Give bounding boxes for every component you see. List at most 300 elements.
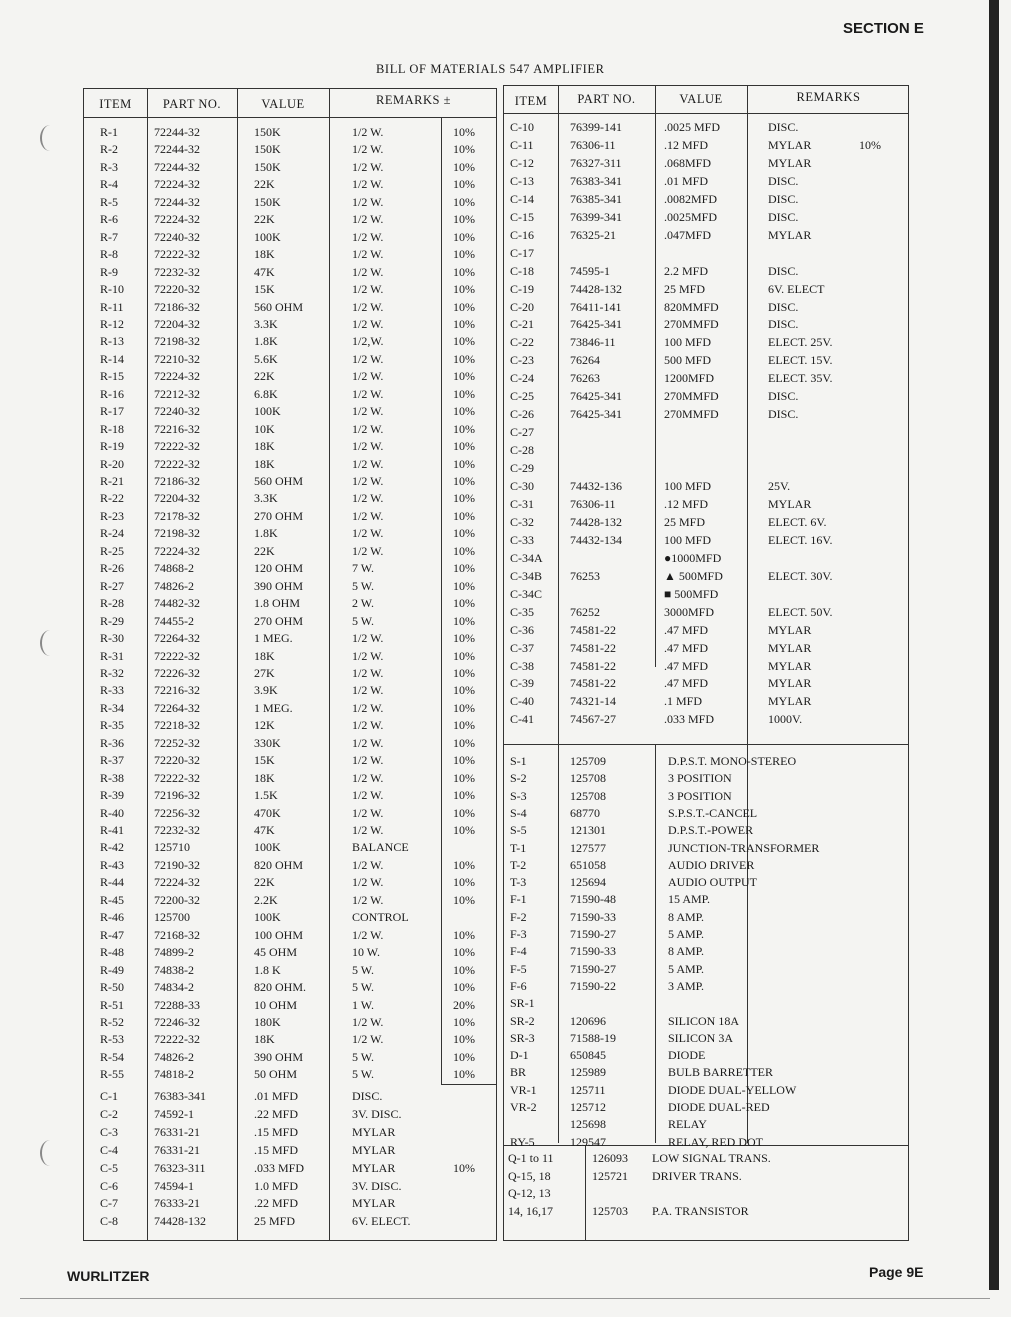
item-cell: R-31 xyxy=(100,648,124,663)
item-cell: C-31 xyxy=(510,496,534,511)
value-cell: 100 OHM xyxy=(254,927,304,942)
right-header-remarks: REMARKS xyxy=(796,90,861,104)
item-cell: C-26 xyxy=(510,407,534,422)
part-cell: 71590-27 xyxy=(570,927,616,941)
part-cell: 72218-32 xyxy=(154,718,200,733)
value-cell: 820 OHM. xyxy=(254,980,307,995)
part-cell: 74432-134 xyxy=(570,532,622,547)
part-cell: 74899-2 xyxy=(154,945,194,960)
remarks-cell: DISC. xyxy=(352,1089,383,1103)
tolerance-cell: 10% xyxy=(453,1049,475,1064)
tolerance-cell: 10% xyxy=(453,857,475,872)
item-cell: C-36 xyxy=(510,622,534,637)
part-cell: 74595-1 xyxy=(570,263,610,278)
value-cell: D.P.S.T. MONO-STEREO xyxy=(668,754,797,768)
value-cell: 270 OHM xyxy=(254,508,304,523)
item-cell: R-50 xyxy=(100,980,124,995)
remarks-cell: 1 W. xyxy=(352,997,375,1012)
part-cell: 74567-27 xyxy=(570,712,616,727)
part-cell: 71590-33 xyxy=(570,944,616,959)
part-cell: 74826-2 xyxy=(154,1049,194,1064)
part-cell: 72224-32 xyxy=(154,177,200,192)
item-cell: C-33 xyxy=(510,532,534,547)
value-cell: 100K xyxy=(254,910,281,925)
tolerance-cell: 10% xyxy=(453,474,475,488)
part-cell: 72244-32 xyxy=(154,194,200,209)
value-cell: ■ 500MFD xyxy=(664,586,719,601)
part-cell: 72168-32 xyxy=(154,927,200,942)
item-cell: BR xyxy=(510,1065,527,1080)
tolerance-cell: 10% xyxy=(453,526,475,541)
part-cell: 76411-141 xyxy=(570,299,622,314)
item-cell: RY-5 xyxy=(510,1134,535,1149)
part-cell: 76252 xyxy=(570,604,600,619)
tolerance-cell: 10% xyxy=(453,735,475,750)
remarks-cell: 1/2 W. xyxy=(352,316,384,331)
remarks-cell: DISC. xyxy=(768,389,799,404)
item-cell: R-44 xyxy=(100,875,124,890)
tolerance-cell: 10% xyxy=(453,299,475,314)
item-cell: R-26 xyxy=(100,561,124,576)
part-cell: 72232-32 xyxy=(154,823,200,837)
value-cell: 8 AMP. xyxy=(668,909,705,924)
part-cell: 74594-1 xyxy=(154,1178,194,1193)
value-cell: .12 MFD xyxy=(664,137,709,152)
item-cell: C-21 xyxy=(510,317,534,332)
remarks-cell: ELECT. 6V. xyxy=(768,514,827,529)
item-cell: R-9 xyxy=(100,264,118,279)
item-cell: C-24 xyxy=(510,371,534,386)
section-label: SECTION E xyxy=(843,20,924,37)
part-cell: 125708 xyxy=(570,771,606,786)
item-cell: C-17 xyxy=(510,245,534,260)
item-cell: C-30 xyxy=(510,479,534,493)
value-cell: 25 MFD xyxy=(664,281,706,296)
remarks-cell: 1/2 W. xyxy=(352,788,384,803)
part-cell: 72224-32 xyxy=(154,369,200,384)
remarks-cell: MYLAR xyxy=(352,1160,396,1175)
remarks-cell: DISC. xyxy=(768,407,799,422)
remarks-cell: DISC. xyxy=(768,191,799,206)
part-cell: 76333-21 xyxy=(154,1196,200,1211)
tolerance-cell: 10% xyxy=(453,578,475,593)
value-cell: 3.3K xyxy=(254,491,278,506)
value-cell: LOW SIGNAL TRANS. xyxy=(652,1151,771,1165)
part-cell: 125698 xyxy=(570,1117,606,1132)
part-cell: 72190-32 xyxy=(154,857,200,872)
right-header-value: VALUE xyxy=(679,92,723,106)
value-cell: P.A. TRANSISTOR xyxy=(652,1203,749,1218)
value-cell: 15 AMP. xyxy=(668,892,711,907)
value-cell: 10K xyxy=(254,421,275,436)
item-cell: C-18 xyxy=(510,263,534,278)
remarks-cell: MYLAR xyxy=(768,137,812,152)
remarks-cell: 1/2 W. xyxy=(352,247,384,262)
part-cell: 74868-2 xyxy=(154,561,194,576)
remarks-cell: 6V. ELECT xyxy=(768,281,825,296)
remarks-cell: 1/2 W. xyxy=(352,1014,384,1029)
right-parts-table xyxy=(503,85,909,1241)
tolerance-cell: 10% xyxy=(453,805,475,820)
part-cell: 76253 xyxy=(570,568,600,583)
part-cell: 76383-341 xyxy=(154,1089,206,1103)
value-cell: .47 MFD xyxy=(664,622,709,637)
item-cell: Q-1 to 11 xyxy=(508,1151,554,1165)
tolerance-cell: 10% xyxy=(453,194,475,209)
remarks-cell: 1/2 W. xyxy=(352,927,384,942)
part-cell: 76383-341 xyxy=(570,173,622,188)
item-cell: R-27 xyxy=(100,578,124,593)
item-cell: S-3 xyxy=(510,788,527,803)
part-cell: 650845 xyxy=(570,1048,606,1063)
value-cell: 1.5K xyxy=(254,788,278,803)
value-cell: 18K xyxy=(254,648,275,663)
item-cell: R-10 xyxy=(100,282,124,297)
value-cell: 5 AMP. xyxy=(668,961,705,976)
part-cell: 72264-32 xyxy=(154,700,200,715)
part-cell: 72224-32 xyxy=(154,543,200,558)
part-cell: 74581-22 xyxy=(570,658,616,673)
remarks-cell: 1/2 W. xyxy=(352,212,384,227)
part-cell: 72244-32 xyxy=(154,142,200,157)
item-cell: R-47 xyxy=(100,927,124,942)
value-cell: 18K xyxy=(254,1032,275,1047)
item-cell: R-12 xyxy=(100,316,124,331)
page-number: Page 9E xyxy=(869,1264,924,1280)
remarks-cell: MYLAR xyxy=(768,155,812,170)
punch-hole-top xyxy=(40,125,60,151)
item-cell: C-34B xyxy=(510,568,543,583)
value-cell: 22K xyxy=(254,543,275,558)
remarks-cell: 1/2 W. xyxy=(352,456,384,471)
remarks-cell: 1/2 W. xyxy=(352,718,384,733)
part-cell: 74482-32 xyxy=(154,596,200,611)
remarks-cell: DISC. xyxy=(768,209,799,224)
value-cell: 27K xyxy=(254,665,275,680)
value-cell: 47K xyxy=(254,823,275,837)
value-cell: SILICON 18A xyxy=(668,1013,739,1028)
part-cell: 125989 xyxy=(570,1065,606,1080)
part-cell: 74428-132 xyxy=(154,1214,206,1229)
value-cell: DIODE xyxy=(668,1048,706,1063)
tolerance-cell: 10% xyxy=(453,962,475,977)
value-cell: 45 OHM xyxy=(254,945,298,960)
value-cell: .0025 MFD xyxy=(664,120,721,134)
item-cell: C-19 xyxy=(510,281,534,296)
item-cell: C-40 xyxy=(510,694,534,709)
item-cell: R-15 xyxy=(100,369,124,384)
item-cell: SR-3 xyxy=(510,1030,535,1045)
part-cell: 74581-22 xyxy=(570,622,616,637)
item-cell: R-38 xyxy=(100,770,124,785)
item-cell: C-1 xyxy=(100,1089,118,1103)
value-cell: 560 OHM xyxy=(254,474,304,488)
item-cell: R-49 xyxy=(100,962,124,977)
item-cell: R-18 xyxy=(100,421,124,436)
value-cell: 47K xyxy=(254,264,275,279)
item-cell: C-2 xyxy=(100,1106,118,1121)
item-cell: C-34A xyxy=(510,550,543,565)
item-cell: C-39 xyxy=(510,676,534,691)
part-cell: 72288-33 xyxy=(154,997,200,1012)
item-cell: R-37 xyxy=(100,753,124,768)
part-cell: 72220-32 xyxy=(154,282,200,297)
remarks-cell: 1/2 W. xyxy=(352,700,384,715)
part-cell: 72222-32 xyxy=(154,770,200,785)
remarks-cell: 5 W. xyxy=(352,980,375,995)
item-cell: R-25 xyxy=(100,543,124,558)
value-cell: 150K xyxy=(254,125,281,139)
tolerance-cell: 10% xyxy=(453,421,475,436)
tolerance-cell: 10% xyxy=(453,980,475,995)
item-cell: C-27 xyxy=(510,425,534,440)
remarks-cell: 7 W. xyxy=(352,561,375,576)
item-cell: R-28 xyxy=(100,596,124,611)
value-cell: 820 OHM xyxy=(254,857,304,872)
value-cell: .01 MFD xyxy=(254,1089,299,1103)
part-cell: 76331-21 xyxy=(154,1124,200,1139)
value-cell: 180K xyxy=(254,1014,281,1029)
part-cell: 76399-341 xyxy=(570,209,622,224)
value-cell: 2.2 MFD xyxy=(664,263,709,278)
item-cell: R-36 xyxy=(100,735,124,750)
tolerance-cell: 10% xyxy=(453,631,475,646)
item-cell: R-4 xyxy=(100,177,118,192)
value-cell: 560 OHM xyxy=(254,299,304,314)
value-cell: AUDIO OUTPUT xyxy=(668,875,757,890)
value-cell: .47 MFD xyxy=(664,676,709,691)
remarks-cell: ELECT. 30V. xyxy=(768,568,833,583)
part-cell: 74818-2 xyxy=(154,1067,194,1082)
part-cell: 72256-32 xyxy=(154,805,200,820)
tolerance-cell: 10% xyxy=(453,892,475,907)
tolerance-cell: 10% xyxy=(453,613,475,628)
remarks-cell: MYLAR xyxy=(768,694,812,709)
tolerance-cell: 10% xyxy=(453,491,475,506)
item-cell: R-54 xyxy=(100,1049,124,1064)
tolerance-cell: 10% xyxy=(453,945,475,960)
item-cell: C-38 xyxy=(510,658,534,673)
remarks-cell: MYLAR xyxy=(768,676,812,691)
item-cell: R-22 xyxy=(100,491,124,506)
item-cell: R-48 xyxy=(100,945,124,960)
value-cell: .15 MFD xyxy=(254,1142,299,1157)
left-header-item: ITEM xyxy=(99,97,132,111)
tolerance-cell: 10% xyxy=(859,137,881,152)
value-cell: 15K xyxy=(254,753,275,768)
value-cell: 6.8K xyxy=(254,386,278,401)
remarks-cell: 6V. ELECT. xyxy=(352,1214,411,1229)
value-cell: .01 MFD xyxy=(664,173,709,188)
remarks-cell: 25V. xyxy=(768,479,791,493)
part-cell: 72204-32 xyxy=(154,491,200,506)
item-cell: R-21 xyxy=(100,474,124,488)
value-cell: 100K xyxy=(254,404,281,419)
remarks-cell: 1/2 W. xyxy=(352,770,384,785)
remarks-cell: DISC. xyxy=(768,317,799,332)
value-cell: DIODE DUAL-YELLOW xyxy=(668,1082,797,1097)
item-cell: C-12 xyxy=(510,155,534,170)
remarks-cell: MYLAR xyxy=(768,622,812,637)
part-cell: 74428-132 xyxy=(570,281,622,296)
value-cell: 270 OHM xyxy=(254,613,304,628)
tolerance-cell: 10% xyxy=(453,596,475,611)
value-cell: .0082MFD xyxy=(664,191,718,206)
item-cell: T-3 xyxy=(510,875,527,890)
remarks-cell: 1/2 W. xyxy=(352,404,384,419)
value-cell: 3000MFD xyxy=(664,604,715,619)
item-cell: D-1 xyxy=(510,1048,529,1063)
remarks-cell: 1/2 W. xyxy=(352,125,384,139)
value-cell: 1200MFD xyxy=(664,371,715,386)
remarks-cell: 1/2 W. xyxy=(352,753,384,768)
part-cell: 72204-32 xyxy=(154,316,200,331)
part-cell: 73846-11 xyxy=(570,335,616,350)
page-title: BILL OF MATERIALS 547 AMPLIFIER xyxy=(376,62,605,76)
left-header-part: PART NO. xyxy=(162,97,222,111)
value-cell: 18K xyxy=(254,439,275,454)
item-cell: VR-2 xyxy=(510,1100,537,1114)
part-cell: 125694 xyxy=(570,875,606,890)
value-cell: 100K xyxy=(254,229,281,244)
value-cell: 15K xyxy=(254,282,275,297)
part-cell: 72198-32 xyxy=(154,526,200,541)
value-cell: 390 OHM xyxy=(254,1049,304,1064)
part-cell: 76425-341 xyxy=(570,317,622,332)
value-cell: .47 MFD xyxy=(664,658,709,673)
value-cell: 18K xyxy=(254,770,275,785)
remarks-cell: 1/2 W. xyxy=(352,683,384,698)
remarks-cell: ELECT. 25V. xyxy=(768,335,833,350)
left-header-remarks: REMARKS ± xyxy=(376,93,451,107)
remarks-cell: 5 W. xyxy=(352,613,375,628)
item-cell: T-1 xyxy=(510,840,527,855)
remarks-cell: 1/2 W. xyxy=(352,177,384,192)
remarks-cell: 1/2 W. xyxy=(352,857,384,872)
remarks-cell: 1/2 W. xyxy=(352,526,384,541)
item-cell: C-4 xyxy=(100,1142,118,1157)
part-cell: 72244-32 xyxy=(154,125,200,139)
remarks-cell: 5 W. xyxy=(352,578,375,593)
remarks-cell: MYLAR xyxy=(352,1196,396,1211)
part-cell: 125711 xyxy=(570,1082,606,1097)
item-cell: R-16 xyxy=(100,386,124,401)
part-cell: 125708 xyxy=(570,788,606,803)
remarks-cell: DISC. xyxy=(768,299,799,314)
part-cell: 72222-32 xyxy=(154,456,200,471)
remarks-cell: 1/2 W. xyxy=(352,142,384,157)
value-cell: 1.8 OHM xyxy=(254,596,301,611)
tolerance-cell: 10% xyxy=(453,508,475,523)
remarks-cell: 5 W. xyxy=(352,1049,375,1064)
tolerance-cell: 10% xyxy=(453,159,475,174)
value-cell: 22K xyxy=(254,177,275,192)
item-cell: R-41 xyxy=(100,823,124,837)
value-cell: 120 OHM xyxy=(254,561,304,576)
remarks-cell: 1/2 W. xyxy=(352,299,384,314)
item-cell: C-29 xyxy=(510,461,534,476)
item-cell: F-4 xyxy=(510,944,527,959)
tolerance-cell: 10% xyxy=(453,456,475,471)
item-cell: C-23 xyxy=(510,353,534,368)
item-cell: C-32 xyxy=(510,514,534,529)
item-cell: C-28 xyxy=(510,443,534,458)
item-cell: C-11 xyxy=(510,137,534,152)
item-cell: R-14 xyxy=(100,351,124,366)
part-cell: 72226-32 xyxy=(154,665,200,680)
value-cell: .15 MFD xyxy=(254,1124,299,1139)
value-cell: AUDIO DRIVER xyxy=(668,857,755,872)
part-cell: 125700 xyxy=(154,910,190,925)
remarks-cell: 1/2 W. xyxy=(352,229,384,244)
item-cell: F-5 xyxy=(510,961,527,976)
value-cell: 270MMFD xyxy=(664,317,719,332)
value-cell: 150K xyxy=(254,194,281,209)
item-cell: R-7 xyxy=(100,229,118,244)
part-cell: 72240-32 xyxy=(154,229,200,244)
item-cell: R-53 xyxy=(100,1032,124,1047)
part-cell: 76306-11 xyxy=(570,496,616,511)
part-cell: 71590-48 xyxy=(570,892,616,907)
part-cell: 76325-21 xyxy=(570,227,616,242)
item-cell: S-5 xyxy=(510,823,527,838)
part-cell: 72222-32 xyxy=(154,648,200,663)
item-cell: R-40 xyxy=(100,805,124,820)
value-cell: 1 MEG. xyxy=(254,700,293,715)
item-cell: C-37 xyxy=(510,640,534,655)
item-cell: R-39 xyxy=(100,788,124,803)
remarks-cell: 1/2 W. xyxy=(352,159,384,174)
item-cell: R-24 xyxy=(100,526,124,541)
value-cell: 3 POSITION xyxy=(668,788,732,803)
tolerance-cell: 20% xyxy=(453,997,475,1012)
left-header-value: VALUE xyxy=(261,97,305,111)
remarks-cell: MYLAR xyxy=(768,227,812,242)
item-cell: S-1 xyxy=(510,754,527,768)
part-cell: 76399-141 xyxy=(570,120,622,134)
value-cell: .22 MFD xyxy=(254,1106,299,1121)
value-cell: 1.8 K xyxy=(254,962,281,977)
part-cell: 126093 xyxy=(592,1151,628,1165)
value-cell: JUNCTION-TRANSFORMER xyxy=(668,840,820,855)
item-cell: R-30 xyxy=(100,631,124,646)
remarks-cell: 1/2 W. xyxy=(352,421,384,436)
value-cell: 25 MFD xyxy=(664,514,706,529)
item-cell: C-34C xyxy=(510,586,543,601)
remarks-cell: 1/2 W. xyxy=(352,194,384,209)
tolerance-cell: 10% xyxy=(453,770,475,785)
value-cell: .0025MFD xyxy=(664,209,718,224)
value-cell: 100 MFD xyxy=(664,532,712,547)
tolerance-cell: 10% xyxy=(453,229,475,244)
value-cell: 18K xyxy=(254,247,275,262)
part-cell: 74321-14 xyxy=(570,694,616,709)
tolerance-cell: 10% xyxy=(453,1032,475,1047)
item-cell: R-20 xyxy=(100,456,124,471)
item-cell: R-45 xyxy=(100,892,124,907)
remarks-cell: 1/2 W. xyxy=(352,264,384,279)
tolerance-cell: 10% xyxy=(453,247,475,262)
remarks-cell: 1/2 W. xyxy=(352,282,384,297)
value-cell: ●1000MFD xyxy=(664,550,722,565)
part-cell: 74428-132 xyxy=(570,514,622,529)
item-cell: C-13 xyxy=(510,173,534,188)
remarks-cell: 1000V. xyxy=(768,712,803,727)
part-cell: 72196-32 xyxy=(154,788,200,803)
part-cell: 121301 xyxy=(570,823,606,838)
right-header-item: ITEM xyxy=(514,94,548,108)
item-cell: R-46 xyxy=(100,910,124,925)
